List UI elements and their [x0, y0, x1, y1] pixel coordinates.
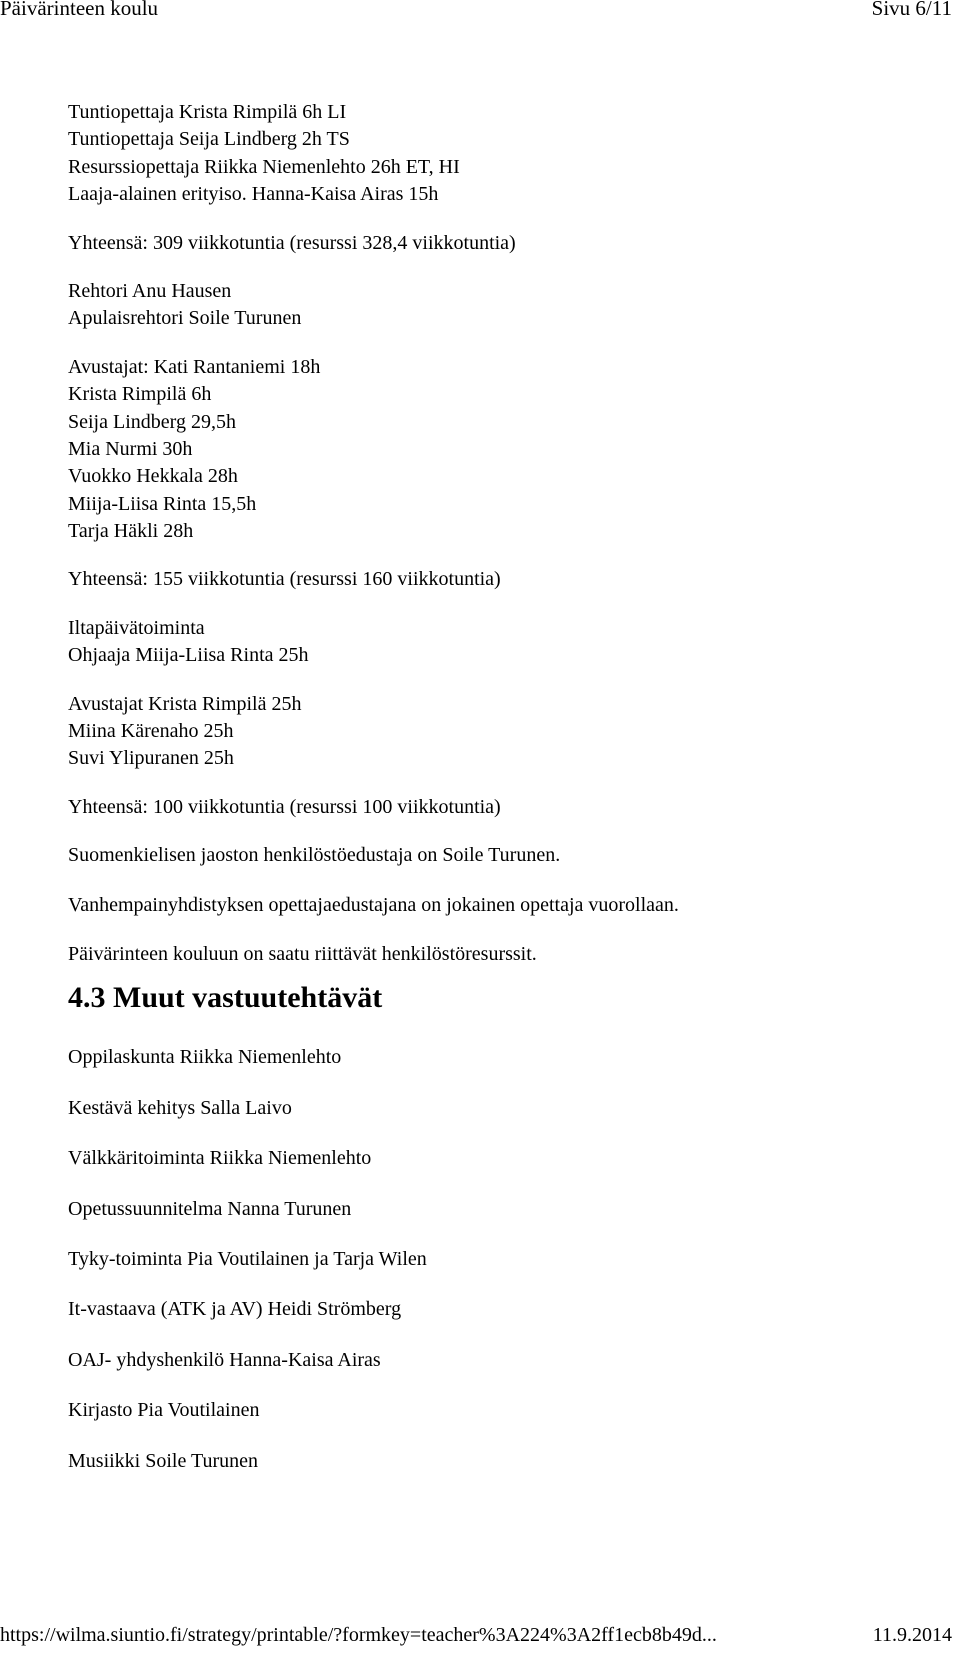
list-item: Resurssiopettaja Riikka Niemenlehto 26h ET, HI: [68, 155, 460, 178]
list-item: It-vastaava (ATK ja AV) Heidi Strömberg: [68, 1298, 402, 1321]
list-item: Tarja Häkli 28h: [68, 520, 194, 543]
list-item: Musiikki Soile Turunen: [68, 1449, 259, 1472]
list-item: Avustajat Krista Rimpilä 25h: [68, 692, 302, 715]
assistants-total: Yhteensä: 155 viikkotuntia (resurssi 160 viikkotuntia): [68, 568, 501, 591]
responsibilities-list: [68, 1044, 928, 1474]
list-item: Krista Rimpilä 6h: [68, 383, 212, 406]
list-item: Oppilaskunta Riikka Niemenlehto: [68, 1046, 342, 1069]
print-url: https://wilma.siuntio.fi/strategy/printable/?formkey=teacher%3A224%3A2ff1ecb8b49d...: [0, 1624, 717, 1646]
list-item: Kestävä kehitys Salla Laivo: [68, 1096, 292, 1119]
document-body: [68, 99, 928, 1498]
statement: Suomenkielisen jaoston henkilöstöedustaja on Soile Turunen.: [68, 844, 561, 867]
list-item: Miina Kärenaho 25h: [68, 720, 234, 743]
list-item: Mia Nurmi 30h: [68, 437, 193, 460]
list-item: Ohjaaja Miija-Liisa Rinta 25h: [68, 644, 309, 667]
list-item: OAJ- yhdyshenkilö Hanna-Kaisa Airas: [68, 1348, 381, 1371]
list-item: Tyky-toiminta Pia Voutilainen ja Tarja Wilen: [68, 1247, 427, 1270]
list-item: Tuntiopettaja Krista Rimpilä 6h LI: [68, 101, 347, 123]
list-item: Suvi Ylipuranen 25h: [68, 747, 234, 770]
afternoon-list: [68, 615, 928, 670]
page-number: Sivu 6/11: [871, 0, 952, 20]
assistants-list: [68, 354, 928, 546]
document-title: Päivärinteen koulu: [0, 0, 159, 20]
afternoon-assistants-list: [68, 691, 928, 773]
statement: Vanhempainyhdistyksen opettajaedustajana on jokainen opettaja vuorollaan.: [68, 893, 679, 916]
list-item: Apulaisrehtori Soile Turunen: [68, 307, 302, 330]
teachers-list: [68, 99, 928, 209]
afternoon-total: Yhteensä: 100 viikkotuntia (resurssi 100 viikkotuntia): [68, 795, 501, 818]
list-item: Rehtori Anu Hausen: [68, 279, 232, 302]
statement: Päivärinteen kouluun on saatu riittävät henkilöstöresurssit.: [68, 942, 537, 965]
list-item: Miija-Liisa Rinta 15,5h: [68, 492, 257, 515]
list-item: Avustajat: Kati Rantaniemi 18h: [68, 355, 321, 378]
leadership-list: [68, 278, 928, 333]
list-item: Laaja-alainen erityiso. Hanna-Kaisa Airas 15h: [68, 183, 439, 206]
list-item: Tuntiopettaja Seija Lindberg 2h TS: [68, 128, 350, 151]
page-footer: [0, 1624, 960, 1650]
list-item: Kirjasto Pia Voutilainen: [68, 1399, 260, 1422]
page-header: [0, 0, 960, 22]
print-date: 11.9.2014: [872, 1624, 952, 1646]
list-item: Vuokko Hekkala 28h: [68, 465, 238, 488]
section-heading: 4.3 Muut vastuutehtävät: [68, 981, 383, 1015]
teachers-total: Yhteensä: 309 viikkotuntia (resurssi 328,4 viikkotuntia): [68, 231, 516, 254]
list-item: Välkkäritoiminta Riikka Niemenlehto: [68, 1147, 372, 1170]
list-item: Seija Lindberg 29,5h: [68, 410, 236, 433]
list-item: Opetussuunnitelma Nanna Turunen: [68, 1197, 352, 1220]
list-item: Iltapäivätoiminta: [68, 616, 205, 639]
